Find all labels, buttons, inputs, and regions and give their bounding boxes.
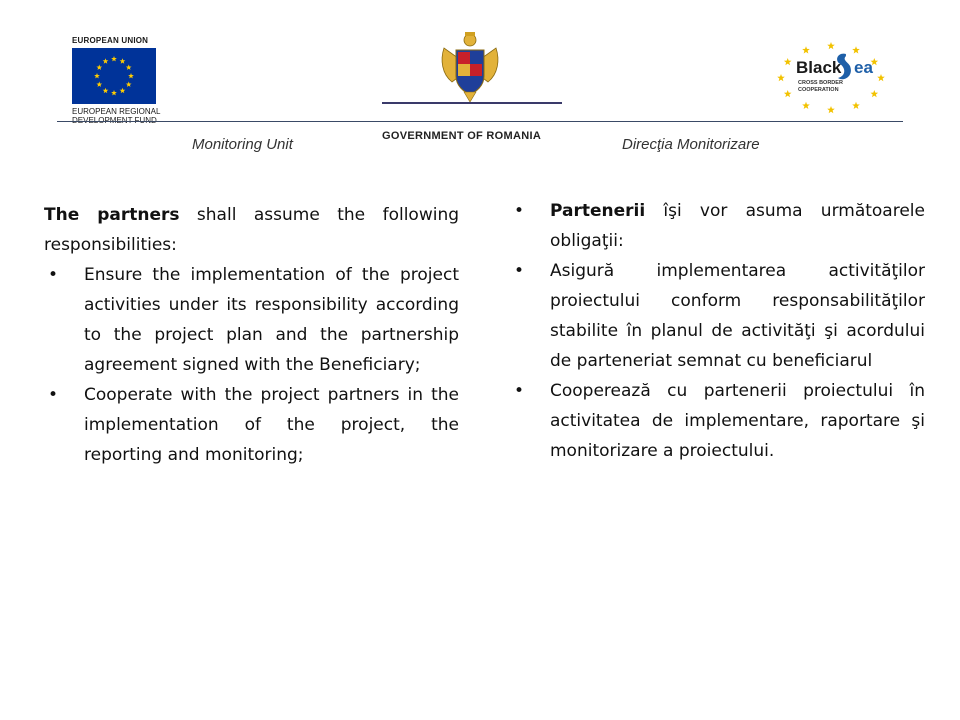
black-sea-emblem-icon <box>768 38 894 118</box>
right-column-heading: Direcţia Monitorizare <box>622 136 760 153</box>
list-item: • Ensure the implementation of the project activities under its responsibility according to the project plan and the partnership agreement signed with the Beneficiary; <box>44 260 459 380</box>
black-sea-logo-word1: Black <box>796 58 842 77</box>
header-divider <box>57 121 903 122</box>
right-intro <box>510 196 925 256</box>
government-logo <box>382 30 562 142</box>
black-sea-star-icon <box>852 102 860 109</box>
black-sea-star-icon <box>871 90 879 97</box>
left-column <box>44 200 459 470</box>
left-intro <box>44 200 459 260</box>
eu-logo-bottom-text <box>72 107 168 125</box>
left-intro-rest: shall assume the following responsibilities: <box>44 205 460 255</box>
right-column <box>510 196 925 466</box>
black-sea-star-icon <box>827 106 835 113</box>
eu-logo <box>72 36 168 125</box>
government-logo-bar <box>382 102 562 104</box>
black-sea-star-icon <box>802 102 810 109</box>
black-sea-star-icon <box>784 90 792 97</box>
black-sea-logo-sub1: CROSS BORDER <box>798 80 843 86</box>
black-sea-star-icon <box>827 42 835 49</box>
government-logo-label: GOVERNMENT OF ROMANIA <box>382 130 542 142</box>
list-item: • Cooperate with the project partners in the implementation of the project, the reporting and monitoring; <box>44 380 459 470</box>
black-sea-logo-sub2: COOPERATION <box>798 87 839 93</box>
left-responsibility-list <box>44 260 459 470</box>
black-sea-star-icon <box>852 46 860 53</box>
left-intro-bold: The partners <box>44 205 180 225</box>
right-intro-bold: Partenerii <box>550 201 646 221</box>
black-sea-star-icon <box>784 58 792 65</box>
right-intro-rest: îşi vor asuma următoarele obligaţii: <box>550 201 925 251</box>
eu-logo-bottom-line1: EUROPEAN REGIONAL <box>72 107 161 116</box>
black-sea-logo-word2: ea <box>854 58 873 77</box>
eu-logo-top-text: EUROPEAN UNION <box>72 36 149 45</box>
list-item: • Cooperează cu partenerii proiectului în activitatea de implementare, raportare şi monitorizare a proiectului. <box>510 376 925 466</box>
black-sea-star-icon <box>877 74 885 81</box>
black-sea-logo <box>768 38 894 118</box>
black-sea-star-icon <box>777 74 785 81</box>
black-sea-star-icon <box>802 46 810 53</box>
eu-flag-icon <box>72 48 156 104</box>
list-item: • Asigură implementarea activităţilor proiectului conform responsabilităţilor stabilite în planul de activităţi şi acordului de parteneriat semnat cu beneficiarul <box>510 256 925 376</box>
romania-coat-of-arms-icon <box>438 30 502 104</box>
right-responsibility-list <box>510 196 925 466</box>
left-column-heading: Monitoring Unit <box>192 136 293 153</box>
